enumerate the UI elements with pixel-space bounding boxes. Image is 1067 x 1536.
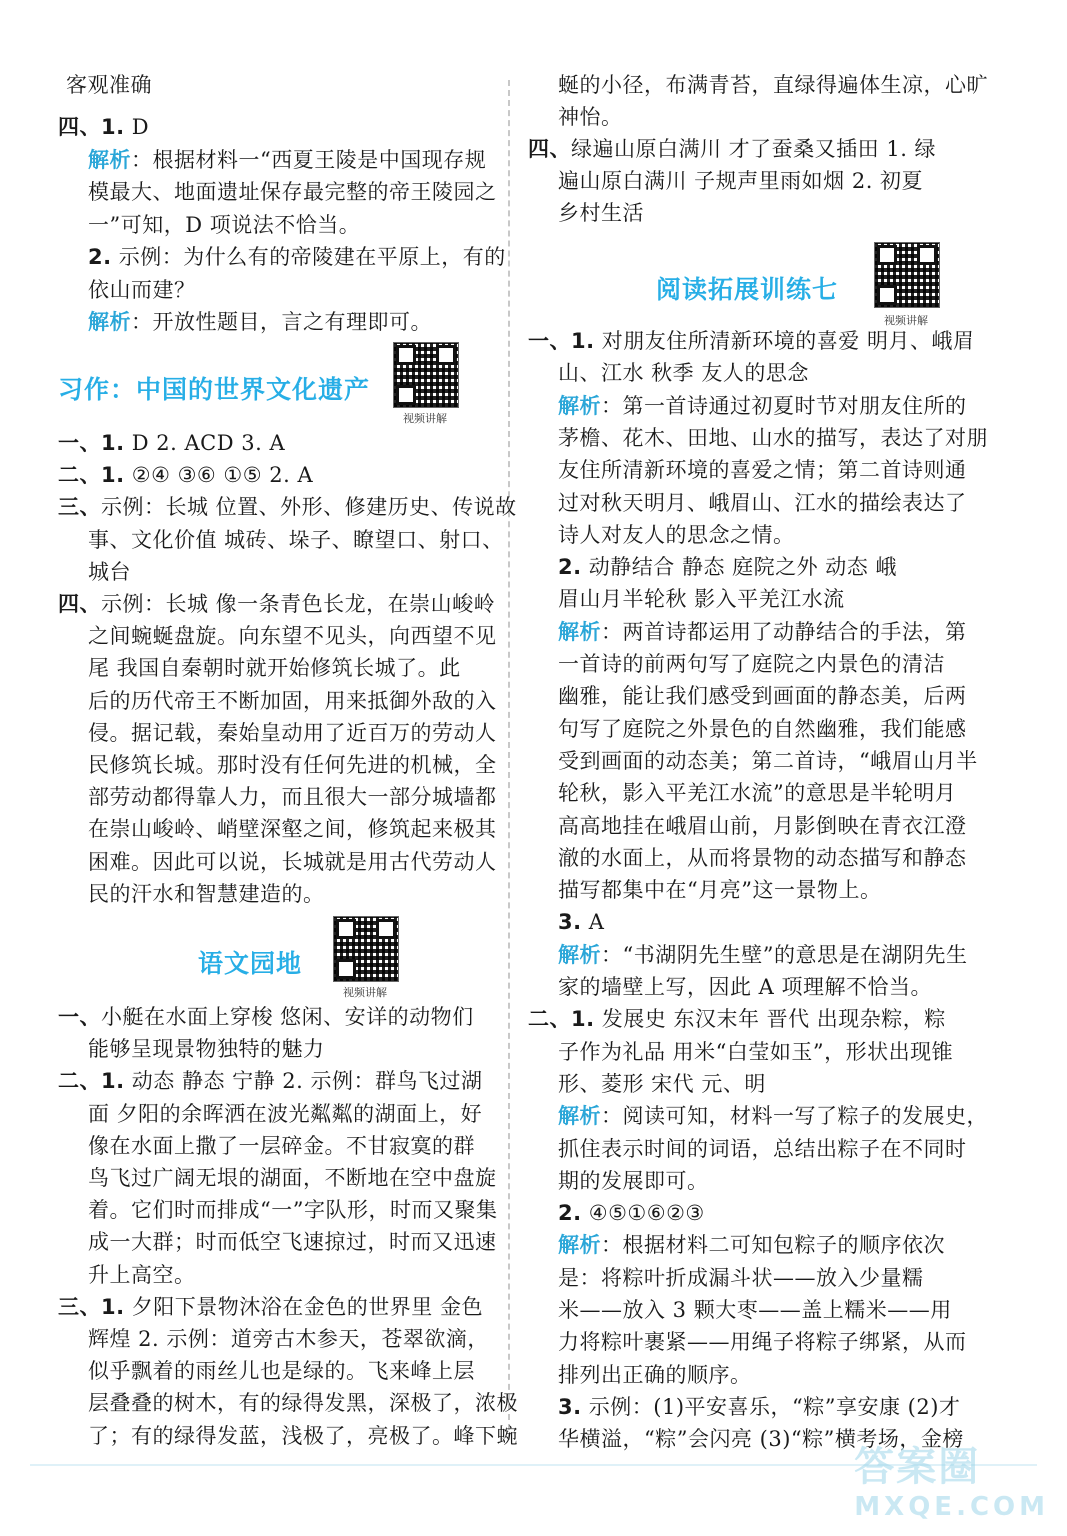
line-text: 在崇山峻岭、峭壁深壑之间，修筑起来极其 xyxy=(88,817,497,842)
item-number: 四、1. xyxy=(58,115,125,139)
item-number: 一、1. xyxy=(528,329,595,353)
text-line xyxy=(528,134,936,164)
line-text: 子作为礼品 用米“白莹如玉”，形状出现锥 xyxy=(558,1039,954,1064)
text-line xyxy=(558,584,845,614)
analysis-label: 解析 xyxy=(558,619,601,644)
text-line xyxy=(558,1037,953,1067)
line-text: 是：将粽叶折成漏斗状——放入少量糯 xyxy=(558,1265,924,1290)
line-text: ：阅读可知，材料一写了粽子的发展史， xyxy=(601,1104,988,1129)
line-text: 事、文化价值 城砖、垛子、瞭望口、射口、 xyxy=(88,527,504,552)
text-line xyxy=(558,617,967,647)
line-text: 示例：为什么有的帝陵建在平原上，有的 xyxy=(111,245,506,269)
text-line xyxy=(558,391,967,421)
line-text: 排列出正确的顺序。 xyxy=(558,1362,752,1387)
text-line xyxy=(58,428,285,458)
line-text: ：“书湖阴先生壁”的意思是在湖阴先生 xyxy=(601,942,968,967)
line-text: ：第一首诗通过初夏时节对朋友住所的 xyxy=(601,393,967,418)
text-line xyxy=(528,326,974,356)
line-text: 示例：长城 位置、外形、修建历史、传说故 xyxy=(101,495,517,520)
line-text: 力将粽叶裹紧——用绳子将粽子绑紧，从而 xyxy=(558,1330,967,1355)
line-text: 示例：长城 像一条青色长龙，在崇山峻岭 xyxy=(101,592,496,616)
text-line xyxy=(88,525,504,555)
qr-label: 视频讲解 xyxy=(403,412,447,425)
text-line xyxy=(88,1324,489,1354)
left-header: 客观准确 xyxy=(66,73,152,97)
text-line xyxy=(558,843,967,873)
text-line xyxy=(58,1002,474,1032)
item-number: 3. xyxy=(558,1394,582,1419)
line-text: 友住所清新环境的喜爱之情；第二首诗则通 xyxy=(558,458,967,483)
qr-code-icon[interactable] xyxy=(874,242,940,308)
text-line xyxy=(558,649,945,679)
text-line xyxy=(558,681,967,711)
analysis-label: 解析 xyxy=(558,1233,601,1258)
text-line xyxy=(558,552,897,582)
text-line xyxy=(88,242,506,272)
qr-label: 视频讲解 xyxy=(343,986,387,999)
text-line xyxy=(88,718,497,748)
line-text: 华横溢，“粽”会闪亮 (3)“粽”横考场，金榜 xyxy=(558,1427,964,1452)
text-line xyxy=(88,1356,475,1386)
line-text: 之间蜿蜒盘旋。向东望不见头，向西望不见 xyxy=(88,624,497,649)
item-number: 2. xyxy=(558,1201,582,1226)
text-line xyxy=(88,782,497,812)
line-text: 困难。因此可以说，长城就是用古代劳动人 xyxy=(88,849,497,874)
item-number: 3. xyxy=(558,910,582,935)
text-line xyxy=(558,1198,705,1228)
text-line xyxy=(88,653,461,683)
text-line xyxy=(58,492,517,522)
line-text: 小艇在水面上穿梭 悠闲、安详的动物们 xyxy=(101,1005,474,1029)
line-text: 受到画面的动态美；第二首诗，“峨眉山月半 xyxy=(558,748,978,773)
watermark-logo xyxy=(854,1435,1049,1522)
line-text: 诗人对友人的思念之情。 xyxy=(558,522,795,547)
section-title-writing: 习作：中国的世界文化遗产 xyxy=(58,375,371,404)
text-line xyxy=(88,1131,475,1161)
text-line xyxy=(88,1421,518,1451)
text-line xyxy=(88,847,497,877)
line-text: D xyxy=(124,115,150,139)
line-text: 形、菱形 宋代 元、明 xyxy=(558,1071,766,1096)
watermark-url: MXQE.COM xyxy=(854,1492,1049,1522)
text-line xyxy=(88,145,486,175)
line-text: 绿遍山原白满川 才了蚕桑又插田 1. 绿 xyxy=(571,137,937,161)
text-line xyxy=(88,557,131,587)
text-line xyxy=(558,70,988,100)
line-text: 尾 我国自秦朝时就开始修筑长城了。此 xyxy=(88,656,461,681)
line-text: 侵。据记载，秦始皇动用了近百万的劳动人 xyxy=(88,720,497,745)
line-text: 抓住表示时间的词语，总结出粽子在不同时 xyxy=(558,1136,967,1161)
section-title-reading: 阅读拓展训练七 xyxy=(656,275,839,304)
text-line xyxy=(558,1263,924,1293)
item-number: 三、 xyxy=(58,495,101,520)
line-text: 发展史 东汉末年 晋代 出现杂粽，粽 xyxy=(594,1007,946,1032)
text-line xyxy=(58,1292,483,1322)
item-number: 一、1. xyxy=(58,431,125,455)
line-text: 过对秋天明月、峨眉山、江水的描绘表达了 xyxy=(558,490,967,515)
text-line xyxy=(58,460,313,490)
text-line xyxy=(88,1388,518,1418)
line-text: 神怡。 xyxy=(558,105,623,129)
text-line xyxy=(558,488,967,518)
text-line xyxy=(88,879,325,909)
text-line xyxy=(558,778,956,808)
text-line xyxy=(558,940,967,970)
text-line xyxy=(558,1327,967,1357)
item-number: 四、 xyxy=(528,137,571,161)
text-line xyxy=(558,1230,945,1260)
analysis-label: 解析 xyxy=(88,310,131,334)
line-text: 一首诗的前两句写了庭院之内景色的清洁 xyxy=(558,652,945,676)
text-line xyxy=(558,520,795,550)
text-line xyxy=(558,102,623,132)
line-text: 着。它们时而排成“一”字队形，时而又聚集 xyxy=(88,1198,498,1223)
line-text: 面 夕阳的余晖洒在波光粼粼的湖面上，好 xyxy=(88,1101,483,1126)
line-text: ②④ ③⑥ ①⑤ 2. A xyxy=(124,463,314,488)
line-text: 句写了庭院之外景色的自然幽雅，我们能感 xyxy=(558,716,967,741)
line-text: 示例：(1)平安喜乐，“粽”享安康 (2)才 xyxy=(581,1394,961,1419)
text-line xyxy=(88,1195,497,1225)
analysis-label: 解析 xyxy=(558,393,601,418)
line-text: A xyxy=(581,910,605,935)
text-line xyxy=(558,1295,952,1325)
line-text: 期的发展即可。 xyxy=(558,1168,709,1193)
item-number: 2. xyxy=(558,555,582,580)
text-line xyxy=(88,1227,497,1257)
line-text: 山、江水 秋季 友人的思念 xyxy=(558,361,809,386)
line-text: ：两首诗都运用了动静结合的手法，第 xyxy=(601,619,967,644)
line-text: 似乎飘着的雨丝儿也是绿的。飞来峰上层 xyxy=(88,1359,475,1384)
line-text: 眉山月半轮秋 影入平羌江水流 xyxy=(558,587,845,612)
text-line xyxy=(558,972,932,1002)
line-text: 能够呈现景物独特的魅力 xyxy=(88,1037,325,1062)
text-line xyxy=(558,746,978,776)
text-line xyxy=(88,814,497,844)
analysis-label: 解析 xyxy=(558,1104,601,1129)
line-text: 模最大、地面遗址保存最完整的帝王陵园之 xyxy=(88,180,497,204)
text-line xyxy=(88,177,497,207)
text-line xyxy=(558,166,923,196)
line-text: 家的墙壁上写，因此 A 项理解不恰当。 xyxy=(558,975,933,999)
line-text: 城台 xyxy=(88,559,131,584)
line-text: 民的汗水和智慧建造的。 xyxy=(88,881,325,906)
line-text: 茅檐、花木、田地、山水的描写，表达了对朋 xyxy=(558,425,988,450)
text-line xyxy=(558,1166,709,1196)
text-line xyxy=(558,811,967,841)
line-text: 遍山原白满川 子规声里雨如烟 2. 初夏 xyxy=(558,169,924,193)
line-text: 蜒的小径，布满青苔，直绿得遍体生凉，心旷 xyxy=(558,73,988,97)
line-text: 高高地挂在峨眉山前，月影倒映在青衣江澄 xyxy=(558,813,967,838)
item-number: 2. xyxy=(88,245,112,269)
text-line xyxy=(58,112,149,142)
line-text: 像在水面上撒了一层碎金。不甘寂寞的群 xyxy=(88,1133,475,1158)
text-line xyxy=(558,907,604,937)
analysis-label: 解析 xyxy=(558,942,601,967)
line-text: 层叠叠的树木，有的绿得发黑，深极了，浓极 xyxy=(88,1391,518,1416)
text-line xyxy=(88,621,497,651)
line-text: 成一大群；时而低空飞速掠过，时而又迅速 xyxy=(88,1230,497,1255)
qr-code-icon[interactable] xyxy=(393,342,459,408)
item-number: 一、 xyxy=(58,1005,101,1029)
item-number: 二、1. xyxy=(58,463,125,488)
text-line xyxy=(88,686,497,716)
line-text: 描写都集中在“月亮”这一景物上。 xyxy=(558,878,882,903)
text-line xyxy=(558,714,967,744)
text-line xyxy=(558,875,881,905)
line-text: 幽雅，能让我们感受到画面的静态美，后两 xyxy=(558,684,967,709)
text-line xyxy=(88,1034,325,1064)
line-text: 升上高空。 xyxy=(88,1262,196,1287)
text-line xyxy=(558,358,809,388)
text-line xyxy=(88,1163,497,1193)
line-text: 后的历代帝王不断加固，用来抵御外敌的入 xyxy=(88,688,497,713)
text-line xyxy=(558,423,988,453)
line-text: 对朋友住所清新环境的喜爱 明月、峨眉 xyxy=(594,329,975,353)
line-text: 夕阳下景物沐浴在金色的世界里 金色 xyxy=(124,1294,483,1319)
text-line xyxy=(558,1134,967,1164)
text-line xyxy=(58,1066,483,1096)
line-text: ：根据材料一“西夏王陵是中国现存规 xyxy=(131,147,487,172)
line-text: ：根据材料二可知包粽子的顺序依次 xyxy=(601,1233,945,1258)
text-line xyxy=(558,1392,960,1422)
line-text: 一”可知，D 项说法不恰当。 xyxy=(88,212,361,237)
text-line xyxy=(88,1099,482,1129)
line-text: ④⑤①⑥②③ xyxy=(581,1201,705,1226)
text-line xyxy=(88,275,196,305)
line-text: 了；有的绿得发蓝，浅极了，亮极了。峰下蜿 xyxy=(88,1423,518,1448)
line-text: 动静结合 静态 庭院之外 动态 峨 xyxy=(581,555,897,580)
line-text: 辉煌 2. 示例：道旁古木参天，苍翠欲滴， xyxy=(88,1327,489,1351)
line-text: ：开放性题目，言之有理即可。 xyxy=(131,310,432,334)
line-text: 米——放入 3 颗大枣——盖上糯米——用 xyxy=(558,1298,952,1322)
watermark-text: 答案圈 xyxy=(854,1444,981,1490)
item-number: 三、1. xyxy=(58,1294,125,1319)
line-text: 鸟飞过广阔无垠的湖面，不断地在空中盘旋 xyxy=(88,1166,497,1190)
line-text: 澈的水面上，从而将景物的动态描写和静态 xyxy=(558,845,967,870)
line-text: D 2. ACD 3. A xyxy=(124,431,286,455)
line-text: 依山而建？ xyxy=(88,277,196,302)
line-text: 部劳动都得靠人力，而且很大一部分城墙都 xyxy=(88,785,497,810)
column-divider xyxy=(508,80,510,1440)
text-line xyxy=(528,1004,946,1034)
item-number: 四、 xyxy=(58,592,101,616)
text-line xyxy=(558,198,644,228)
text-line xyxy=(88,307,432,337)
item-number: 二、1. xyxy=(58,1069,125,1094)
text-line xyxy=(558,1101,988,1131)
text-line xyxy=(558,455,967,485)
text-line xyxy=(88,210,360,240)
line-text: 民修筑长城。那时没有任何先进的机械，全 xyxy=(88,753,497,777)
section-title-garden: 语文园地 xyxy=(198,949,303,978)
text-line xyxy=(558,1069,766,1099)
line-text: 轮秋，影入平羌江水流”的意思是半轮明月 xyxy=(558,781,957,806)
line-text: 动态 静态 宁静 2. 示例：群鸟飞过湖 xyxy=(124,1069,483,1094)
line-text: 乡村生活 xyxy=(558,201,644,225)
text-line xyxy=(88,750,497,780)
text-line xyxy=(558,1360,752,1390)
qr-code-icon[interactable] xyxy=(333,916,399,982)
analysis-label: 解析 xyxy=(88,147,131,172)
qr-label: 视频讲解 xyxy=(884,314,928,327)
item-number: 二、1. xyxy=(528,1007,595,1032)
text-line xyxy=(58,589,495,619)
text-line xyxy=(88,1260,196,1290)
